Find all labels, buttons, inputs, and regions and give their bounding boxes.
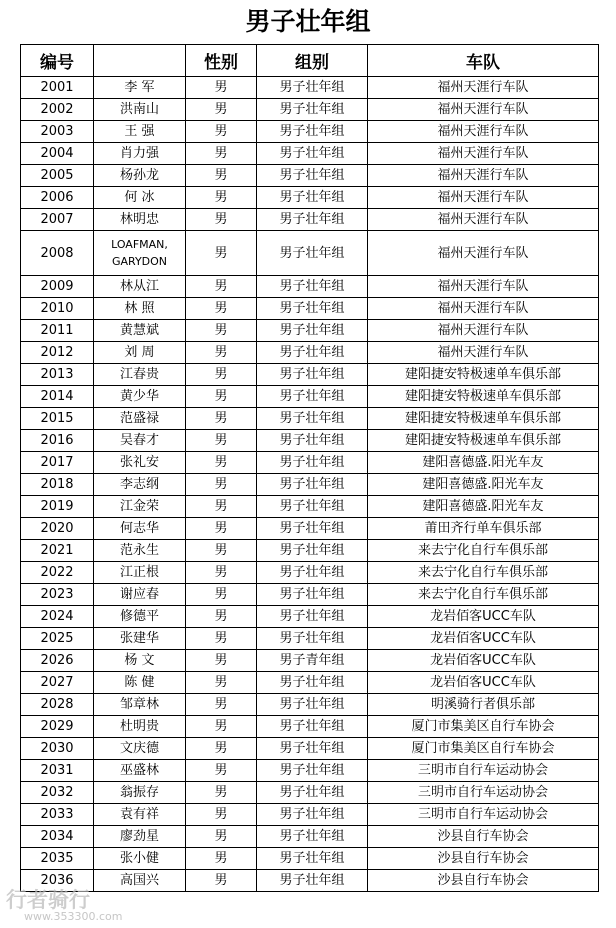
cell-group: 男子壮年组 — [257, 804, 368, 826]
cell-gender: 男 — [186, 143, 257, 165]
table-row — [21, 452, 599, 474]
cell-group: 男子壮年组 — [257, 540, 368, 562]
cell-gender: 男 — [186, 672, 257, 694]
cell-name — [94, 231, 186, 276]
cell-id: 2030 — [21, 738, 94, 760]
cell-team: 建阳捷安特极速单车俱乐部 — [368, 386, 599, 408]
header-group: 组别 — [257, 45, 368, 77]
cell-gender: 男 — [186, 187, 257, 209]
cell-group: 男子壮年组 — [257, 408, 368, 430]
cell-group: 男子壮年组 — [257, 99, 368, 121]
page-title: 男子壮年组 — [245, 7, 371, 36]
table-row — [21, 628, 599, 650]
cell-id: 2008 — [21, 231, 94, 276]
cell-name: 黄慧斌 — [94, 320, 186, 342]
header-row — [21, 45, 599, 77]
table-row — [21, 121, 599, 143]
cell-group: 男子壮年组 — [257, 320, 368, 342]
cell-id: 2012 — [21, 342, 94, 364]
table-row — [21, 650, 599, 672]
cell-team: 龙岩佰客UCC车队 — [368, 672, 599, 694]
cell-id: 2002 — [21, 99, 94, 121]
cell-group: 男子壮年组 — [257, 584, 368, 606]
cell-name: 文庆德 — [94, 738, 186, 760]
table-row — [21, 143, 599, 165]
cell-gender: 男 — [186, 562, 257, 584]
cell-group: 男子壮年组 — [257, 121, 368, 143]
table-row — [21, 342, 599, 364]
cell-team: 厦门市集美区自行车协会 — [368, 738, 599, 760]
table-row — [21, 518, 599, 540]
cell-name: 谢应春 — [94, 584, 186, 606]
cell-id: 2005 — [21, 165, 94, 187]
cell-gender: 男 — [186, 320, 257, 342]
cell-id: 2033 — [21, 804, 94, 826]
cell-team: 龙岩佰客UCC车队 — [368, 650, 599, 672]
cell-gender: 男 — [186, 606, 257, 628]
cell-name: 杨 文 — [94, 650, 186, 672]
table-row — [21, 474, 599, 496]
cell-name: 江春贵 — [94, 364, 186, 386]
cell-name: 王 强 — [94, 121, 186, 143]
cell-id: 2004 — [21, 143, 94, 165]
cell-id: 2022 — [21, 562, 94, 584]
table-row — [21, 231, 599, 276]
cell-id: 2034 — [21, 826, 94, 848]
table-row — [21, 804, 599, 826]
cell-group: 男子壮年组 — [257, 209, 368, 231]
cell-id: 2036 — [21, 870, 94, 892]
table-row — [21, 496, 599, 518]
cell-name: 修德平 — [94, 606, 186, 628]
cell-gender: 男 — [186, 408, 257, 430]
cell-id: 2028 — [21, 694, 94, 716]
cell-gender: 男 — [186, 452, 257, 474]
cell-id: 2018 — [21, 474, 94, 496]
cell-group: 男子壮年组 — [257, 231, 368, 276]
cell-name: 范永生 — [94, 540, 186, 562]
cell-name: 江金荣 — [94, 496, 186, 518]
cell-team: 福州天涯行车队 — [368, 342, 599, 364]
cell-name: 吴春才 — [94, 430, 186, 452]
cell-name: 高国兴 — [94, 870, 186, 892]
cell-id: 2024 — [21, 606, 94, 628]
cell-group: 男子壮年组 — [257, 606, 368, 628]
cell-id: 2032 — [21, 782, 94, 804]
cell-gender: 男 — [186, 782, 257, 804]
cell-group: 男子壮年组 — [257, 452, 368, 474]
cell-team: 福州天涯行车队 — [368, 209, 599, 231]
cell-id: 2021 — [21, 540, 94, 562]
cell-name: 肖力强 — [94, 143, 186, 165]
cell-team: 龙岩佰客UCC车队 — [368, 628, 599, 650]
cell-gender: 男 — [186, 848, 257, 870]
table-row — [21, 870, 599, 892]
cell-group: 男子壮年组 — [257, 474, 368, 496]
table-row — [21, 364, 599, 386]
cell-team: 建阳喜德盛.阳光车友 — [368, 452, 599, 474]
table-row — [21, 694, 599, 716]
cell-team: 三明市自行车运动协会 — [368, 782, 599, 804]
cell-gender: 男 — [186, 584, 257, 606]
cell-gender: 男 — [186, 430, 257, 452]
cell-group: 男子壮年组 — [257, 628, 368, 650]
cell-group: 男子壮年组 — [257, 187, 368, 209]
cell-gender: 男 — [186, 121, 257, 143]
cell-team: 建阳喜德盛.阳光车友 — [368, 496, 599, 518]
cell-team: 建阳捷安特极速单车俱乐部 — [368, 430, 599, 452]
cell-name: 林 照 — [94, 298, 186, 320]
cell-group: 男子壮年组 — [257, 276, 368, 298]
table-row — [21, 187, 599, 209]
cell-group: 男子壮年组 — [257, 672, 368, 694]
cell-gender: 男 — [186, 804, 257, 826]
table-row — [21, 826, 599, 848]
cell-team: 建阳捷安特极速单车俱乐部 — [368, 408, 599, 430]
cell-gender: 男 — [186, 77, 257, 99]
cell-team: 福州天涯行车队 — [368, 121, 599, 143]
cell-id: 2029 — [21, 716, 94, 738]
cell-id: 2017 — [21, 452, 94, 474]
cell-group: 男子壮年组 — [257, 77, 368, 99]
header-team: 车队 — [368, 45, 599, 77]
cell-gender: 男 — [186, 298, 257, 320]
cell-id: 2035 — [21, 848, 94, 870]
cell-id: 2015 — [21, 408, 94, 430]
cell-gender: 男 — [186, 364, 257, 386]
table-row — [21, 738, 599, 760]
cell-id: 2007 — [21, 209, 94, 231]
cell-gender: 男 — [186, 540, 257, 562]
cell-team: 福州天涯行车队 — [368, 298, 599, 320]
cell-gender: 男 — [186, 165, 257, 187]
roster-table — [20, 44, 599, 892]
cell-name: 翁振存 — [94, 782, 186, 804]
cell-id: 2027 — [21, 672, 94, 694]
cell-team: 建阳喜德盛.阳光车友 — [368, 474, 599, 496]
cell-group: 男子壮年组 — [257, 826, 368, 848]
cell-name: 林从江 — [94, 276, 186, 298]
cell-id: 2011 — [21, 320, 94, 342]
cell-team: 福州天涯行车队 — [368, 143, 599, 165]
cell-id: 2023 — [21, 584, 94, 606]
table-row — [21, 584, 599, 606]
cell-team: 莆田齐行单车俱乐部 — [368, 518, 599, 540]
cell-name: 范盛禄 — [94, 408, 186, 430]
cell-name: 何 冰 — [94, 187, 186, 209]
cell-gender: 男 — [186, 386, 257, 408]
cell-id: 2014 — [21, 386, 94, 408]
cell-group: 男子青年组 — [257, 650, 368, 672]
cell-id: 2003 — [21, 121, 94, 143]
table-row — [21, 165, 599, 187]
cell-gender: 男 — [186, 760, 257, 782]
table-row — [21, 562, 599, 584]
cell-id: 2019 — [21, 496, 94, 518]
cell-gender: 男 — [186, 276, 257, 298]
cell-team: 沙县自行车协会 — [368, 826, 599, 848]
cell-team: 福州天涯行车队 — [368, 77, 599, 99]
cell-group: 男子壮年组 — [257, 848, 368, 870]
cell-id: 2026 — [21, 650, 94, 672]
cell-group: 男子壮年组 — [257, 165, 368, 187]
cell-team: 龙岩佰客UCC车队 — [368, 606, 599, 628]
cell-name: 袁有祥 — [94, 804, 186, 826]
table-row — [21, 408, 599, 430]
cell-name: 张礼安 — [94, 452, 186, 474]
cell-name-text: LOAFMAN, GARYDON — [111, 238, 168, 268]
cell-gender: 男 — [186, 694, 257, 716]
table-row — [21, 716, 599, 738]
table-row — [21, 320, 599, 342]
watermark-logo: 行者骑行 — [6, 888, 90, 912]
cell-group: 男子壮年组 — [257, 518, 368, 540]
cell-group: 男子壮年组 — [257, 342, 368, 364]
cell-group: 男子壮年组 — [257, 386, 368, 408]
cell-group: 男子壮年组 — [257, 298, 368, 320]
cell-gender: 男 — [186, 826, 257, 848]
cell-id: 2001 — [21, 77, 94, 99]
cell-group: 男子壮年组 — [257, 782, 368, 804]
roster-body — [21, 77, 599, 892]
cell-gender: 男 — [186, 496, 257, 518]
cell-id: 2025 — [21, 628, 94, 650]
cell-name: 邹章林 — [94, 694, 186, 716]
table-row — [21, 672, 599, 694]
table-row — [21, 386, 599, 408]
header-id: 编号 — [21, 45, 94, 77]
cell-group: 男子壮年组 — [257, 738, 368, 760]
cell-name: 李志纲 — [94, 474, 186, 496]
cell-group: 男子壮年组 — [257, 870, 368, 892]
cell-gender: 男 — [186, 738, 257, 760]
cell-id: 2009 — [21, 276, 94, 298]
cell-gender: 男 — [186, 209, 257, 231]
table-row — [21, 276, 599, 298]
cell-team: 三明市自行车运动协会 — [368, 804, 599, 826]
cell-team: 来去宁化自行车俱乐部 — [368, 540, 599, 562]
cell-gender: 男 — [186, 628, 257, 650]
table-row — [21, 540, 599, 562]
cell-gender: 男 — [186, 99, 257, 121]
cell-id: 2031 — [21, 760, 94, 782]
watermark-url: www.353300.com — [24, 910, 123, 923]
cell-name: 洪南山 — [94, 99, 186, 121]
cell-id: 2006 — [21, 187, 94, 209]
cell-gender: 男 — [186, 870, 257, 892]
header-gender: 性别 — [186, 45, 257, 77]
table-row — [21, 77, 599, 99]
table-row — [21, 209, 599, 231]
cell-gender: 男 — [186, 716, 257, 738]
cell-gender: 男 — [186, 650, 257, 672]
cell-group: 男子壮年组 — [257, 562, 368, 584]
cell-name: 陈 健 — [94, 672, 186, 694]
table-row — [21, 848, 599, 870]
cell-name: 廖劲星 — [94, 826, 186, 848]
cell-name: 江正根 — [94, 562, 186, 584]
cell-id: 2016 — [21, 430, 94, 452]
cell-team: 来去宁化自行车俱乐部 — [368, 584, 599, 606]
cell-team: 福州天涯行车队 — [368, 187, 599, 209]
cell-name: 李 军 — [94, 77, 186, 99]
cell-name: 何志华 — [94, 518, 186, 540]
cell-group: 男子壮年组 — [257, 430, 368, 452]
cell-name: 巫盛林 — [94, 760, 186, 782]
cell-group: 男子壮年组 — [257, 694, 368, 716]
cell-id: 2020 — [21, 518, 94, 540]
cell-group: 男子壮年组 — [257, 496, 368, 518]
cell-name: 林明忠 — [94, 209, 186, 231]
cell-team: 福州天涯行车队 — [368, 165, 599, 187]
cell-team: 福州天涯行车队 — [368, 276, 599, 298]
table-row — [21, 760, 599, 782]
cell-name: 刘 周 — [94, 342, 186, 364]
cell-gender: 男 — [186, 518, 257, 540]
cell-name: 张建华 — [94, 628, 186, 650]
cell-team: 福州天涯行车队 — [368, 99, 599, 121]
cell-gender: 男 — [186, 342, 257, 364]
table-row — [21, 606, 599, 628]
cell-gender: 男 — [186, 231, 257, 276]
cell-group: 男子壮年组 — [257, 364, 368, 386]
cell-name: 杨孙龙 — [94, 165, 186, 187]
header-name — [94, 45, 186, 77]
table-row — [21, 430, 599, 452]
cell-name: 黄少华 — [94, 386, 186, 408]
cell-group: 男子壮年组 — [257, 143, 368, 165]
cell-group: 男子壮年组 — [257, 716, 368, 738]
cell-team: 来去宁化自行车俱乐部 — [368, 562, 599, 584]
cell-team: 福州天涯行车队 — [368, 320, 599, 342]
cell-id: 2010 — [21, 298, 94, 320]
cell-name: 杜明贵 — [94, 716, 186, 738]
cell-team: 建阳捷安特极速单车俱乐部 — [368, 364, 599, 386]
cell-team: 沙县自行车协会 — [368, 870, 599, 892]
table-row — [21, 782, 599, 804]
cell-gender: 男 — [186, 474, 257, 496]
cell-group: 男子壮年组 — [257, 760, 368, 782]
cell-name: 张小健 — [94, 848, 186, 870]
cell-team: 三明市自行车运动协会 — [368, 760, 599, 782]
cell-team: 厦门市集美区自行车协会 — [368, 716, 599, 738]
cell-team: 明溪骑行者俱乐部 — [368, 694, 599, 716]
cell-team: 福州天涯行车队 — [368, 231, 599, 276]
table-row — [21, 298, 599, 320]
cell-team: 沙县自行车协会 — [368, 848, 599, 870]
cell-id: 2013 — [21, 364, 94, 386]
table-row — [21, 99, 599, 121]
